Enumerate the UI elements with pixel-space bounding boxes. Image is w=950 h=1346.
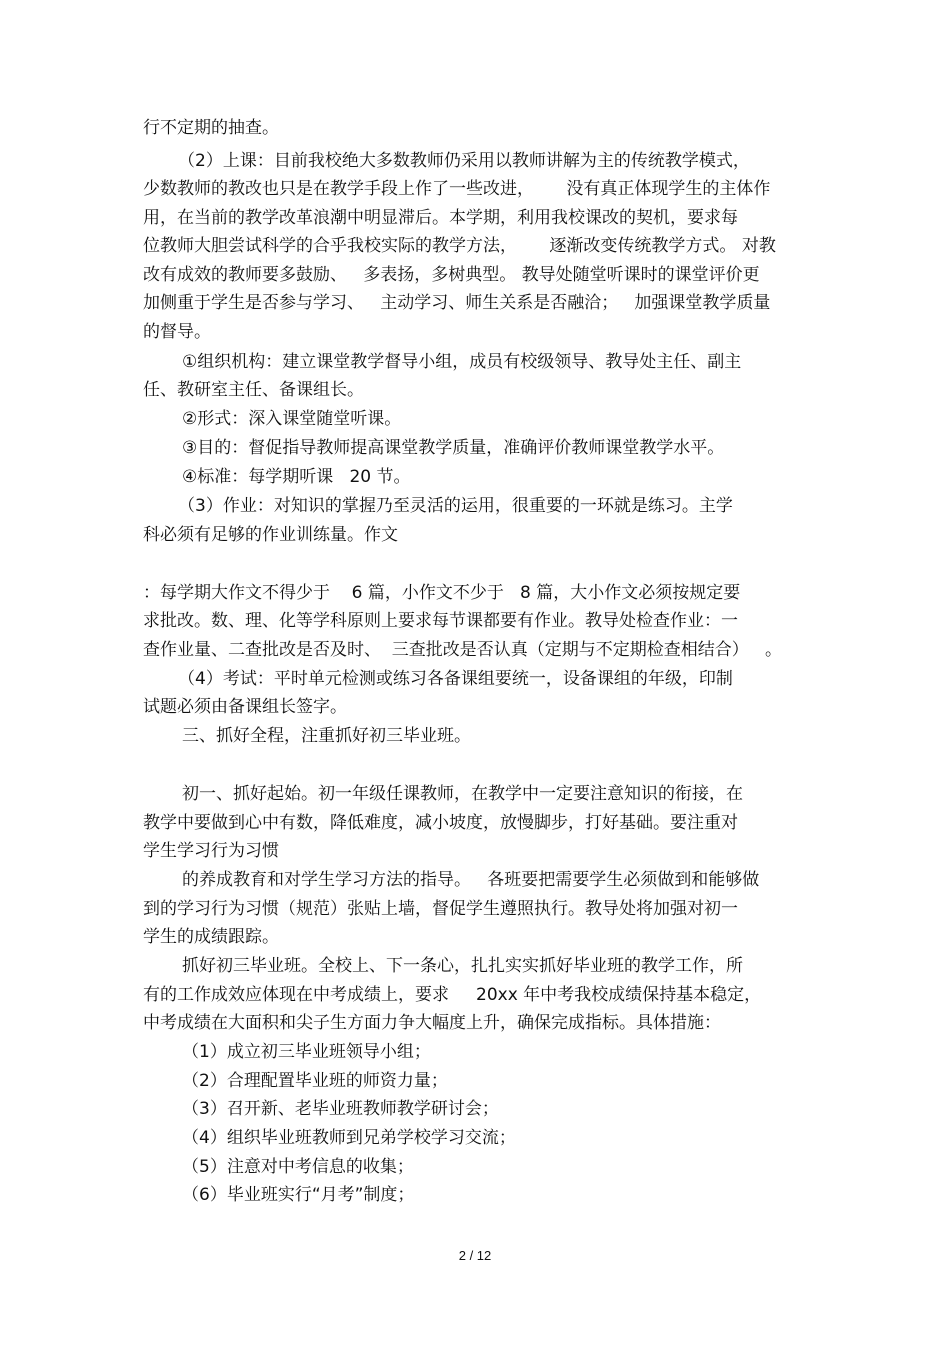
text-line: 到的学习行为习惯（规范）张贴上墙，督促学生遵照执行。教导处将加强对初一 xyxy=(143,899,738,919)
text-line: 三、抓好全程，注重抓好初三毕业班。 xyxy=(182,726,471,746)
text-line: 求批改。数、理、化等学科原则上要求每节课都要有作业。教导处检查作业：一 xyxy=(143,611,738,631)
text-line: （2）上课：目前我校绝大多数教师仍采用以教师讲解为主的传统教学模式， xyxy=(178,151,750,171)
text-line: 试题必须由备课组长签字。 xyxy=(143,697,347,717)
text-line: 学生学习行为习惯 xyxy=(143,841,279,861)
text-line: （2）合理配置毕业班的师资力量； xyxy=(182,1071,448,1091)
text-line: （3）作业：对知识的掌握乃至灵活的运用，很重要的一环就是练习。主学 xyxy=(178,496,733,516)
text-line: 的养成教育和对学生学习方法的指导。 各班要把需要学生必须做到和能够做 xyxy=(182,870,760,890)
page-number: 2 / 12 xyxy=(458,1248,492,1263)
text-line: ③目的：督促指导教师提高课堂教学质量，准确评价教师课堂教学水平。 xyxy=(182,438,725,458)
text-line: 任、教研室主任、备课组长。 xyxy=(143,380,364,400)
text-line: 科必须有足够的作业训练量。作文 xyxy=(143,525,398,545)
text-line: ：每学期大作文不得少于 6 篇，小作文不少于 8 篇，大小作文必须按规定要 xyxy=(143,583,741,603)
text-line: 改有成效的教师要多鼓励、 多表扬，多树典型。 教导处随堂听课时的课堂评价更 xyxy=(143,265,760,285)
text-line: 初一、抓好起始。初一年级任课教师，在教学中一定要注意知识的衔接，在 xyxy=(182,784,743,804)
text-line: 查作业量、二查批改是否及时、 三查批改是否认真（定期与不定期检查相结合） 。 xyxy=(143,640,783,660)
text-line: 学生的成绩跟踪。 xyxy=(143,927,279,947)
text-line: 有的工作成效应体现在中考成绩上，要求 20xx 年中考我校成绩保持基本稳定， xyxy=(143,985,762,1005)
text-line: 位教师大胆尝试科学的合乎我校实际的教学方法， 逐渐改变传统教学方式。 对教 xyxy=(143,236,776,256)
text-line: （3）召开新、老毕业班教师教学研讨会； xyxy=(182,1099,499,1119)
text-line: ①组织机构：建立课堂教学督导小组，成员有校级领导、教导处主任、副主 xyxy=(182,352,742,372)
text-line: 用，在当前的教学改革浪潮中明显滞后。本学期，利用我校课改的契机，要求每 xyxy=(143,208,738,228)
text-line: 少数教师的教改也只是在教学手段上作了一些改进， 没有真正体现学生的主体作 xyxy=(143,179,771,199)
text-line: （6）毕业班实行“月考”制度； xyxy=(182,1185,415,1205)
text-line: ②形式：深入课堂随堂听课。 xyxy=(182,409,402,429)
text-line: 的督导。 xyxy=(143,322,211,342)
text-line: （5）注意对中考信息的收集； xyxy=(182,1157,414,1177)
text-line: 教学中要做到心中有数，降低难度，减小坡度，放慢脚步，打好基础。要注重对 xyxy=(143,813,738,833)
text-line: （4）组织毕业班教师到兄弟学校学习交流； xyxy=(182,1128,516,1148)
text-line: （4）考试：平时单元检测或练习各备课组要统一，设备课组的年级，印制 xyxy=(178,669,733,689)
text-line: 行不定期的抽查。 xyxy=(143,118,279,138)
text-line: 加侧重于学生是否参与学习、 主动学习、师生关系是否融洽； 加强课堂教学质量 xyxy=(143,293,771,313)
text-line: 抓好初三毕业班。全校上、下一条心，扎扎实实抓好毕业班的教学工作，所 xyxy=(182,956,743,976)
text-line: 中考成绩在大面积和尖子生方面力争大幅度上升，确保完成指标。具体措施： xyxy=(143,1013,721,1033)
text-line: ④标准：每学期听课 20 节。 xyxy=(182,467,411,487)
text-line: （1）成立初三毕业班领导小组； xyxy=(182,1042,431,1062)
